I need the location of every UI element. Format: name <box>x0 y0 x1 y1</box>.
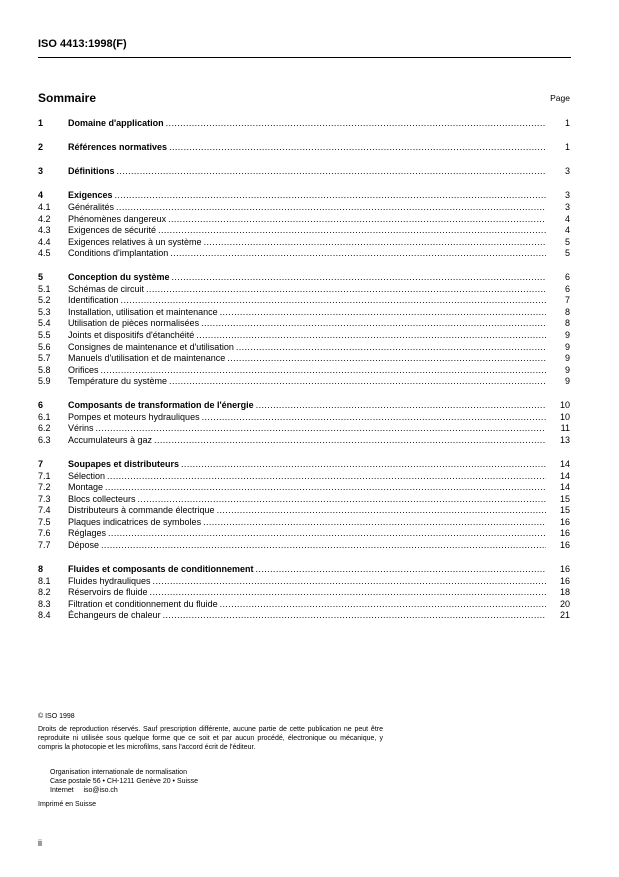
toc-section-row[interactable] <box>38 272 570 284</box>
toc-page: 15 <box>559 493 570 504</box>
page-title: Sommaire <box>38 91 97 105</box>
dot-leader <box>116 202 546 214</box>
toc-page: 14 <box>559 482 570 493</box>
dot-leader <box>166 118 546 130</box>
dot-leader <box>256 400 546 412</box>
toc-page: 11 <box>560 423 570 434</box>
toc-title: Soupapes et distributeurs <box>68 459 180 470</box>
dot-leader <box>169 376 546 388</box>
toc-item-row[interactable] <box>38 376 570 388</box>
organisation-internet: Internet iso@iso.ch <box>50 787 118 794</box>
toc-item-row[interactable] <box>38 237 570 249</box>
toc-page: 13 <box>559 435 570 445</box>
dot-leader <box>105 482 546 494</box>
toc-page: 1 <box>564 142 570 153</box>
toc-section-row[interactable] <box>38 166 570 178</box>
dot-leader <box>256 564 546 576</box>
toc-title: Installation, utilisation et maintenance <box>68 306 218 317</box>
toc-number: 1 <box>38 118 44 128</box>
toc-item-row[interactable] <box>38 342 570 354</box>
toc-title: Température du système <box>68 376 168 387</box>
toc-item-row[interactable] <box>38 353 570 365</box>
dot-leader <box>204 237 546 249</box>
toc-page: 14 <box>559 470 570 481</box>
organisation-name: Organisation internationale de normalisation <box>50 769 187 776</box>
dot-leader <box>154 435 546 447</box>
toc-item-row[interactable] <box>38 528 570 540</box>
toc-number: 7.5 <box>38 516 51 527</box>
dot-leader <box>117 166 547 178</box>
toc-item-row[interactable] <box>38 517 570 529</box>
toc-page: 10 <box>559 411 570 422</box>
toc-number: 3 <box>38 166 44 177</box>
toc-title: Filtration et conditionnement du fluide <box>68 598 218 609</box>
toc-title: Plaques indicatrices de symboles <box>68 516 202 527</box>
toc-number: 6.3 <box>38 435 51 445</box>
toc-page: 16 <box>559 516 570 527</box>
dot-leader <box>172 272 546 284</box>
toc-title: Blocs collecteurs <box>68 493 136 504</box>
toc-title: Réservoirs de fluide <box>68 587 148 598</box>
toc-number: 4.3 <box>38 225 51 236</box>
toc-page: 4 <box>564 225 570 236</box>
toc-item-row[interactable] <box>38 576 570 588</box>
toc-page: 8 <box>564 318 570 329</box>
dot-leader <box>163 610 546 622</box>
toc-title: Exigences de sécurité <box>68 225 157 236</box>
dot-leader <box>107 471 546 483</box>
toc-item-row[interactable] <box>38 505 570 517</box>
toc-number: 7.7 <box>38 539 51 550</box>
toc-title: Manuels d'utilisation et de maintenance <box>68 353 226 364</box>
toc-page: 10 <box>559 400 570 411</box>
dot-leader <box>236 342 546 354</box>
dot-leader <box>168 214 546 226</box>
toc-page: 15 <box>559 505 570 516</box>
toc-page: 6 <box>564 272 570 283</box>
toc-number: 7.6 <box>38 528 51 539</box>
organisation-address: Case postale 56 • CH-1211 Genève 20 • Suisse <box>50 778 198 785</box>
toc-title: Pompes et moteurs hydrauliques <box>68 411 200 422</box>
organisation-block <box>38 768 395 795</box>
toc-item-row[interactable] <box>38 330 570 342</box>
toc-title: Exigences relatives à un système <box>68 236 202 247</box>
dot-leader <box>115 190 546 202</box>
toc-title: Vérins <box>68 423 94 434</box>
dot-leader <box>146 284 546 296</box>
toc-number: 4 <box>38 190 44 201</box>
toc-page: 1 <box>564 118 570 128</box>
toc-section <box>38 166 570 178</box>
toc-number: 2 <box>38 142 44 153</box>
toc-item-row[interactable] <box>38 214 570 226</box>
toc-number: 8.1 <box>38 575 51 586</box>
toc-title: Réglages <box>68 528 107 539</box>
toc-page: 16 <box>559 528 570 539</box>
toc-item-row[interactable] <box>38 307 570 319</box>
toc-item-row[interactable] <box>38 471 570 483</box>
toc-title: Orifices <box>68 364 99 375</box>
reproduction-rights: Droits de reproduction réservés. Sauf prescription différente, aucune partie de cette publication ne peut être reproduite ni utilisée sous quelque forme que ce soit et par aucun procédé, électronique ou mécanique, y compris la photocopie et les microfilms, sans l'accord écrit de l'éditeur. <box>38 726 383 751</box>
toc-section <box>38 459 570 551</box>
toc-section-row[interactable] <box>38 459 570 471</box>
toc-title: Composants de transformation de l'énergie <box>68 400 254 411</box>
printed-in: Imprimé en Suisse <box>38 801 96 808</box>
toc-number: 7 <box>38 459 44 470</box>
toc-title: Joints et dispositifs d'étanchéité <box>68 330 195 341</box>
toc-number: 8 <box>38 564 44 575</box>
toc-item-row[interactable] <box>38 423 570 435</box>
toc-number: 7.3 <box>38 493 51 504</box>
toc-title: Identification <box>68 295 119 306</box>
page-number: ii <box>38 838 42 848</box>
toc-title: Sélection <box>68 470 106 481</box>
toc-section-row[interactable] <box>38 400 570 412</box>
dot-leader <box>138 494 546 506</box>
toc-item-row[interactable] <box>38 587 570 599</box>
toc-number: 6.1 <box>38 411 51 422</box>
toc-page: 3 <box>564 190 570 201</box>
dot-leader <box>101 365 546 377</box>
toc-page: 3 <box>564 166 570 177</box>
toc-title: Échangeurs de chaleur <box>68 610 161 621</box>
toc-page: 14 <box>559 459 570 470</box>
toc-title: Distributeurs à commande électrique <box>68 505 215 516</box>
toc-number: 5 <box>38 272 44 283</box>
dot-leader <box>220 307 546 319</box>
toc-title: Consignes de maintenance et d'utilisation <box>68 341 234 352</box>
toc-number: 6.2 <box>38 423 51 434</box>
toc-number: 5.6 <box>38 341 51 352</box>
toc-title: Conception du système <box>68 272 170 283</box>
dot-leader <box>101 540 546 552</box>
toc-section-row[interactable] <box>38 142 570 154</box>
dot-leader <box>227 353 546 365</box>
toc-section-row[interactable] <box>38 190 570 202</box>
toc-item-row[interactable] <box>38 540 570 552</box>
toc-number: 5.8 <box>38 364 51 375</box>
toc-number: 4.4 <box>38 236 51 247</box>
table-of-contents <box>38 118 570 622</box>
toc-title: Fluides et composants de conditionnement <box>68 564 254 575</box>
toc-item-row[interactable] <box>38 248 570 260</box>
toc-section <box>38 272 570 387</box>
toc-number: 7.1 <box>38 470 51 481</box>
dot-leader <box>203 517 546 529</box>
toc-number: 5.1 <box>38 283 51 294</box>
document-id: ISO 4413:1998(F) <box>38 38 127 50</box>
toc-number: 5.5 <box>38 330 51 341</box>
toc-item-row[interactable] <box>38 295 570 307</box>
toc-title: Généralités <box>68 201 115 212</box>
toc-item-row[interactable] <box>38 412 570 424</box>
toc-page: 9 <box>564 353 570 364</box>
toc-page: 4 <box>564 213 570 224</box>
dot-leader <box>202 412 546 424</box>
toc-item-row[interactable] <box>38 365 570 377</box>
toc-item-row[interactable] <box>38 202 570 214</box>
toc-page: 9 <box>564 364 570 375</box>
toc-number: 8.3 <box>38 598 51 609</box>
dot-leader <box>217 505 546 517</box>
toc-page: 21 <box>559 610 570 621</box>
toc-title: Utilisation de pièces normalisées <box>68 318 200 329</box>
toc-section-row[interactable] <box>38 564 570 576</box>
toc-page: 6 <box>564 283 570 294</box>
dot-leader <box>169 142 546 154</box>
dot-leader <box>170 248 546 260</box>
toc-page: 18 <box>559 587 570 598</box>
toc-item-row[interactable] <box>38 318 570 330</box>
dot-leader <box>196 330 546 342</box>
header-rule <box>38 57 571 58</box>
toc-title: Montage <box>68 482 104 493</box>
toc-section <box>38 190 570 259</box>
toc-item-row[interactable] <box>38 610 570 622</box>
toc-number: 5.2 <box>38 295 51 306</box>
toc-title: Conditions d'implantation <box>68 248 169 259</box>
toc-number: 4.5 <box>38 248 51 259</box>
toc-section <box>38 142 570 154</box>
toc-number: 5.7 <box>38 353 51 364</box>
toc-page: 16 <box>559 575 570 586</box>
toc-item-row[interactable] <box>38 225 570 237</box>
dot-leader <box>96 423 546 435</box>
toc-page: 5 <box>564 236 570 247</box>
toc-title: Domaine d'application <box>68 118 164 128</box>
toc-title: Accumulateurs à gaz <box>68 435 153 445</box>
toc-item-row[interactable] <box>38 284 570 296</box>
toc-number: 7.4 <box>38 505 51 516</box>
toc-item-row[interactable] <box>38 599 570 611</box>
toc-section <box>38 118 570 130</box>
toc-section-row[interactable] <box>38 118 570 130</box>
toc-section <box>38 564 570 622</box>
toc-number: 5.4 <box>38 318 51 329</box>
dot-leader <box>153 576 546 588</box>
dot-leader <box>158 225 546 237</box>
dot-leader <box>201 318 546 330</box>
copyright-notice: © ISO 1998 <box>38 713 75 720</box>
toc-page: 7 <box>564 295 570 306</box>
toc-page: 16 <box>559 564 570 575</box>
page-column-label: Page <box>550 93 570 103</box>
toc-item-row[interactable] <box>38 435 570 447</box>
toc-title: Références normatives <box>68 142 168 153</box>
toc-item-row[interactable] <box>38 494 570 506</box>
toc-number: 5.9 <box>38 376 51 387</box>
toc-page: 9 <box>564 330 570 341</box>
toc-title: Définitions <box>68 166 115 177</box>
toc-page: 16 <box>559 539 570 550</box>
toc-title: Dépose <box>68 539 100 550</box>
toc-number: 7.2 <box>38 482 51 493</box>
toc-item-row[interactable] <box>38 482 570 494</box>
toc-page: 5 <box>564 248 570 259</box>
toc-number: 5.3 <box>38 306 51 317</box>
dot-leader <box>108 528 546 540</box>
toc-page: 9 <box>564 376 570 387</box>
toc-page: 3 <box>564 201 570 212</box>
toc-number: 8.2 <box>38 587 51 598</box>
toc-title: Phénomènes dangereux <box>68 213 167 224</box>
dot-leader <box>220 599 546 611</box>
dot-leader <box>150 587 546 599</box>
toc-page: 8 <box>564 306 570 317</box>
toc-page: 9 <box>564 341 570 352</box>
toc-number: 4.2 <box>38 213 51 224</box>
toc-title: Fluides hydrauliques <box>68 575 151 586</box>
toc-number: 4.1 <box>38 201 51 212</box>
toc-number: 6 <box>38 400 44 411</box>
toc-title: Exigences <box>68 190 113 201</box>
toc-page: 20 <box>559 598 570 609</box>
dot-leader <box>121 295 546 307</box>
toc-title: Schémas de circuit <box>68 283 145 294</box>
toc-section <box>38 400 570 446</box>
toc-number: 8.4 <box>38 610 51 621</box>
dot-leader <box>181 459 546 471</box>
